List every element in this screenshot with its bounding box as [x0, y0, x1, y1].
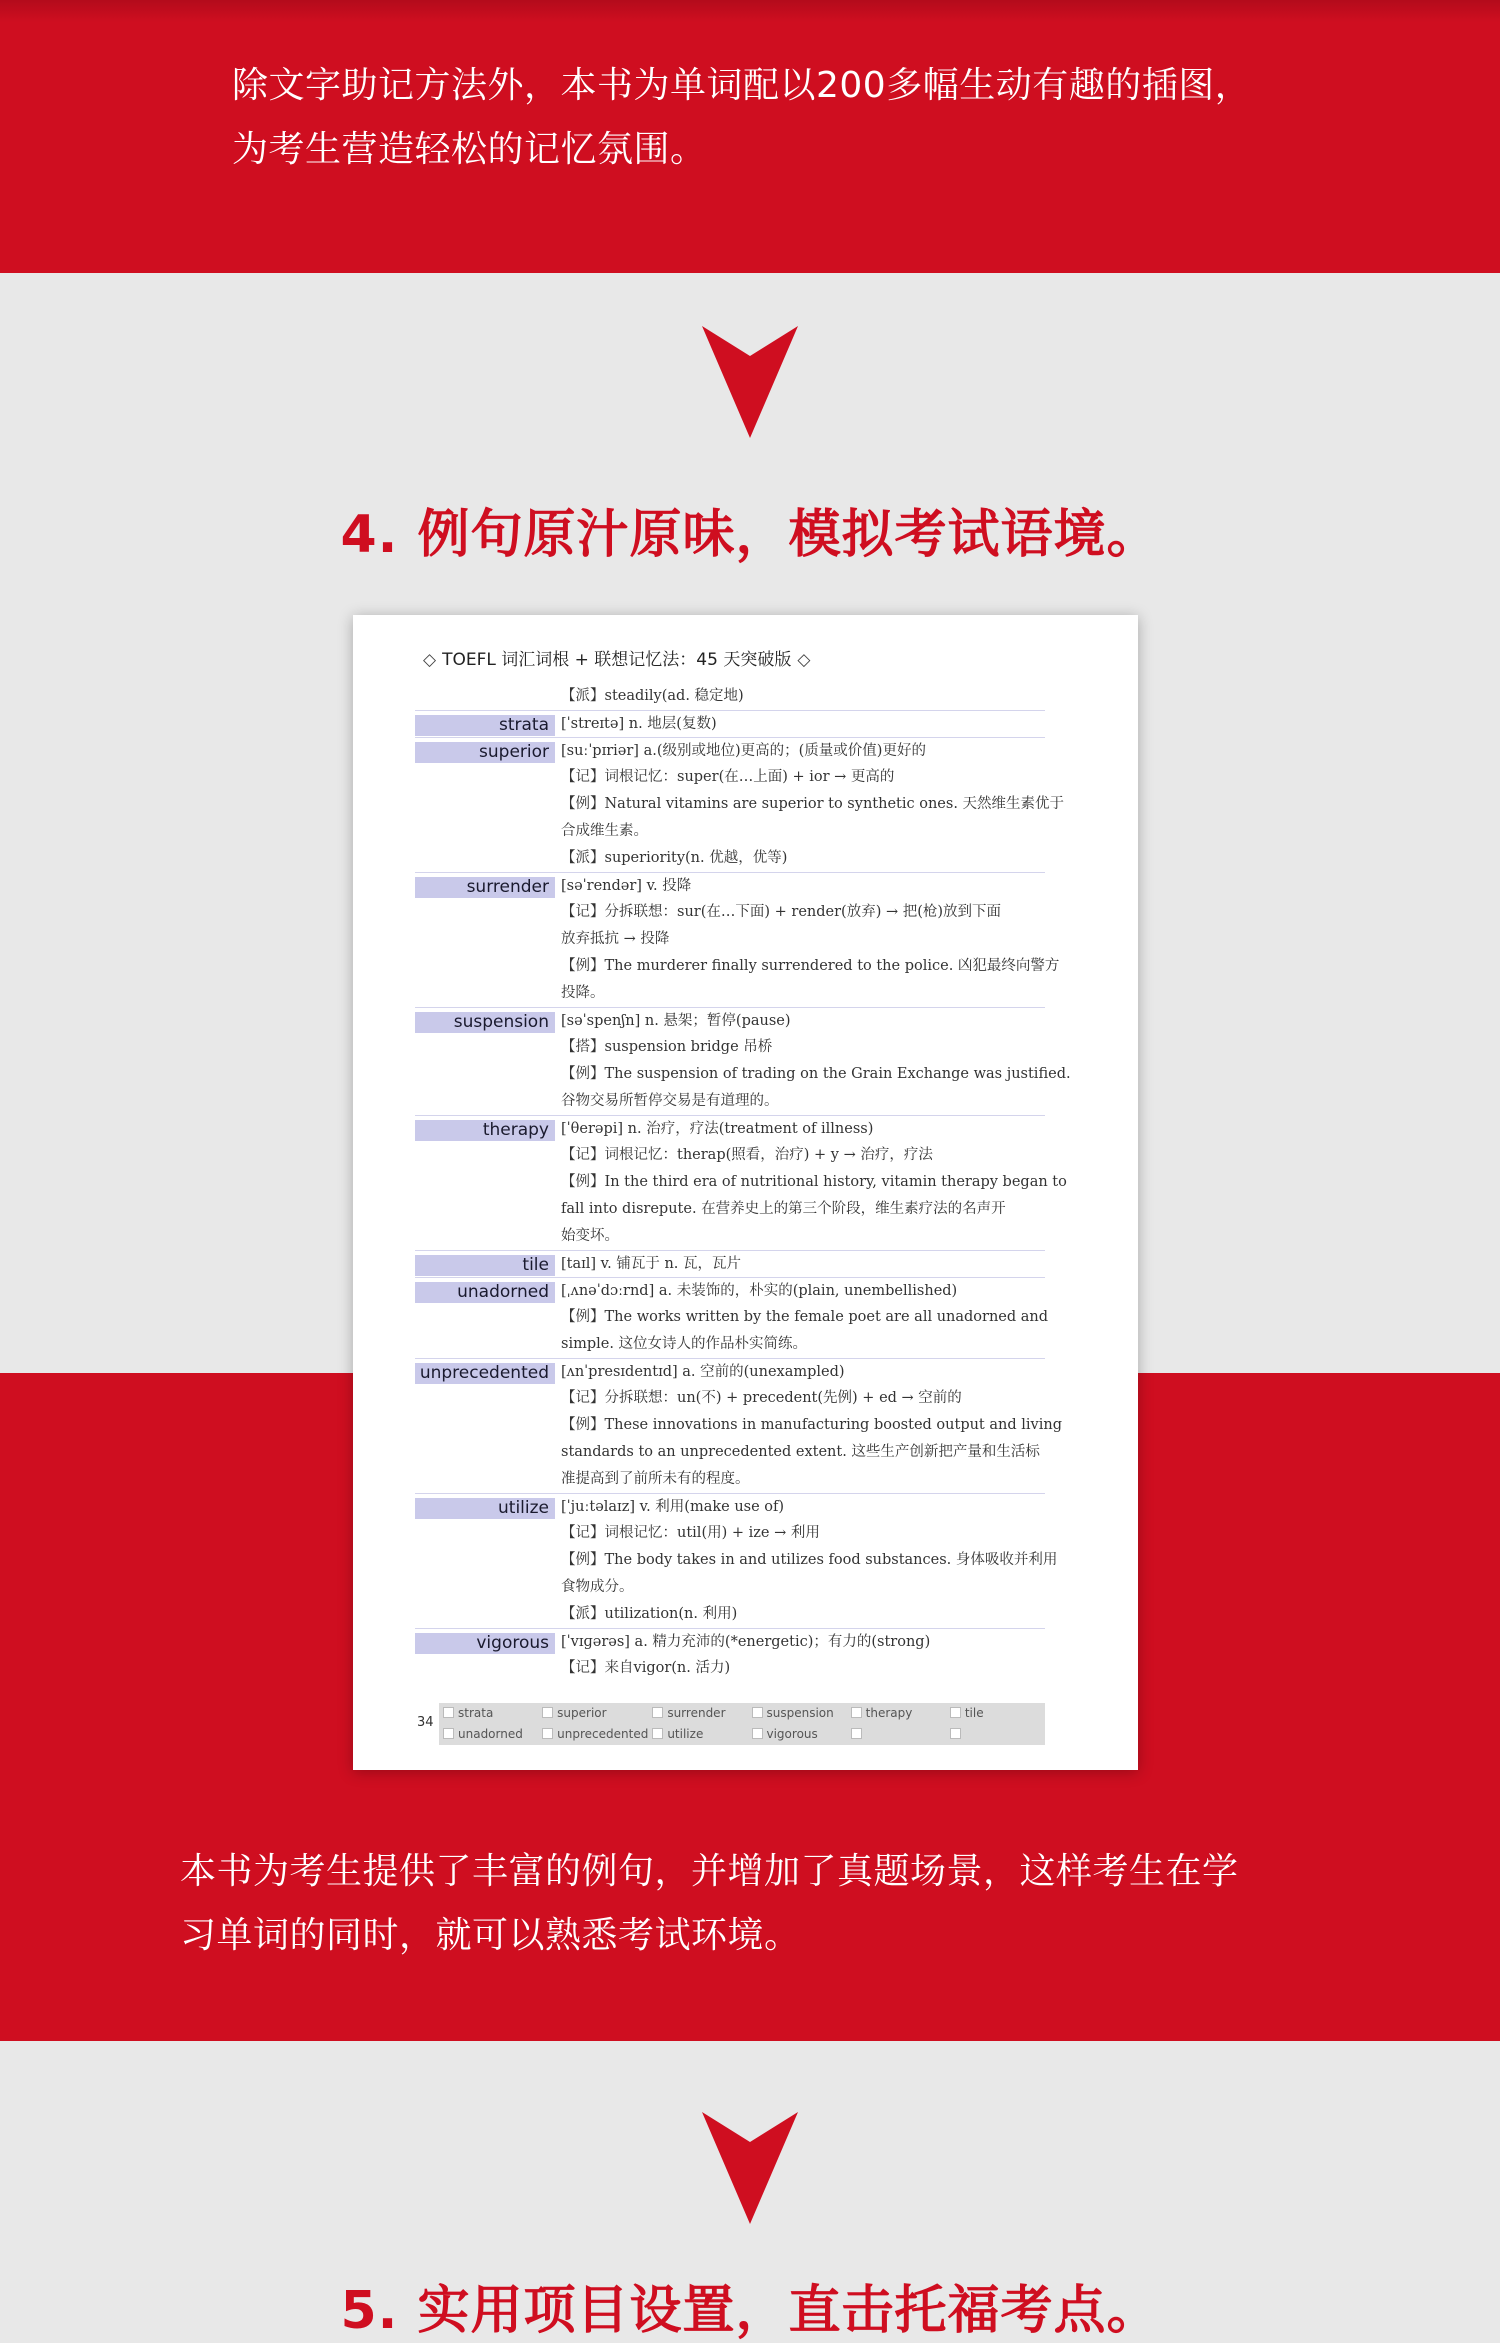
down-arrow-icon [702, 326, 798, 438]
review-word: unadorned [439, 1724, 538, 1745]
entry-text: 【例】In the third era of nutritional history, vitamin therapy began to [561, 1174, 1067, 1190]
entry-line [415, 1061, 1071, 1088]
headword: vigorous [415, 1633, 555, 1654]
entry-headline [415, 1250, 1045, 1277]
entry-headline [415, 1493, 1045, 1520]
entry-line [415, 791, 1065, 818]
entry-text: 【派】utilization(n. 利用) [561, 1606, 738, 1622]
review-word: therapy [847, 1703, 946, 1724]
entry-headline [415, 737, 1045, 764]
entry-text: 【派】superiority(n. 优越，优等) [561, 850, 788, 866]
entry-line [415, 818, 1045, 845]
entry-text: [səˈrendər] v. 投降 [561, 878, 692, 894]
entry-headline [415, 710, 1045, 737]
review-word: suspension [748, 1703, 847, 1724]
entry-text: [suːˈpɪriər] a.(级别或地位)更高的；(质量或价值)更好的 [561, 743, 926, 759]
review-word: utilize [648, 1724, 747, 1745]
entry-line [415, 1574, 1045, 1601]
headword: therapy [415, 1120, 555, 1141]
intro-top-line-2: 为考生营造轻松的记忆氛围。 [232, 129, 707, 170]
headword: unprecedented [415, 1363, 555, 1384]
entry-text: 【搭】suspension bridge 吊桥 [561, 1039, 773, 1055]
entry-headline [415, 1115, 1045, 1142]
entry-text: 【例】The body takes in and utilizes food substances. 身体吸收并利用 [561, 1552, 1058, 1568]
entry-line [415, 1196, 1045, 1223]
review-word-grid [439, 1703, 1045, 1745]
entry-line [415, 683, 1045, 710]
page-number: 34 [417, 1715, 434, 1730]
entry-text: [taɪl] v. 铺瓦于 n. 瓦，瓦片 [561, 1256, 742, 1272]
entry-text: 【例】These innovations in manufacturing boosted output and living [561, 1417, 1062, 1433]
entry-text: 【记】分拆联想：un(不) + precedent(先例) + ed → 空前的 [561, 1390, 962, 1406]
entry-headline [415, 872, 1045, 899]
headword: surrender [415, 877, 555, 898]
intro-text-mid [180, 1840, 1360, 1968]
headword: strata [415, 715, 555, 736]
entry-line [415, 980, 1045, 1007]
entry-text: [səˈspenʃn] n. 悬架；暂停(pause) [561, 1013, 791, 1029]
entry-headline [415, 1007, 1045, 1034]
entry-text: [ʌnˈpresɪdentɪd] a. 空前的(unexampled) [561, 1364, 845, 1380]
entry-headline [415, 1358, 1045, 1385]
entry-text: 始变坏。 [561, 1228, 619, 1244]
top-red-band [0, 0, 1500, 273]
entry-headline [415, 1628, 1045, 1655]
entry-text: 【派】steadily(ad. 稳定地) [561, 688, 744, 704]
review-word: strata [439, 1703, 538, 1724]
entry-line [415, 1304, 1049, 1331]
entry-text: 合成维生素。 [561, 823, 648, 839]
headword: utilize [415, 1498, 555, 1519]
page-header [417, 645, 816, 670]
entry-text: 【例】Natural vitamins are superior to synthetic ones. 天然维生素优于 [561, 796, 1065, 812]
headword: superior [415, 742, 555, 763]
entry-line [415, 1601, 1045, 1628]
headword: tile [415, 1255, 555, 1276]
entry-line [415, 1439, 1045, 1466]
entry-line [415, 1331, 1045, 1358]
entry-text: 【例】The works written by the female poet are all unadorned and [561, 1309, 1049, 1325]
book-page-sample [353, 615, 1138, 1770]
entry-text: 【记】词根记忆：therap(照看，治疗) + y → 治疗，疗法 [561, 1147, 933, 1163]
headword: unadorned [415, 1282, 555, 1303]
intro-mid-line-1: 本书为考生提供了丰富的例句，并增加了真题场景，这样考生在学 [180, 1851, 1239, 1892]
entry-text: [ˌʌnəˈdɔːrnd] a. 未装饰的，朴实的(plain, unembellished) [561, 1283, 958, 1299]
entry-line [415, 845, 1045, 872]
entry-line [415, 764, 1045, 791]
entry-text: [ˈθerəpi] n. 治疗，疗法(treatment of illness) [561, 1121, 874, 1137]
entry-line [415, 1169, 1067, 1196]
entry-text: 【记】分拆联想：sur(在…下面) + render(放弃) → 把(枪)放到下面 [561, 904, 1002, 920]
intro-text-top [232, 54, 1372, 182]
review-strip [417, 1703, 1045, 1745]
entry-text: 放弃抵抗 → 投降 [561, 931, 670, 947]
down-arrow-icon [702, 2112, 798, 2224]
entry-text: 准提高到了前所未有的程度。 [561, 1471, 750, 1487]
diamond-icon: ◇ [423, 650, 437, 670]
page-header-title: TOEFL 词汇词根 + 联想记忆法：45 天突破版 [442, 650, 792, 670]
section-5-title: 5. 实用项目设置，直击托福考点。 [340, 2281, 1160, 2341]
entry-line [415, 1412, 1062, 1439]
intro-mid-line-2: 习单词的同时，就可以熟悉考试环境。 [180, 1915, 801, 1956]
entry-text: standards to an unprecedented extent. 这些生产创新把产量和生活标 [561, 1444, 1040, 1460]
entry-text: 谷物交易所暂停交易是有道理的。 [561, 1093, 779, 1109]
section-4-title: 4. 例句原汁原味，模拟考试语境。 [340, 505, 1160, 565]
review-word [946, 1724, 1045, 1745]
entry-line [415, 1034, 1045, 1061]
review-word: superior [538, 1703, 648, 1724]
intro-top-line-1: 除文字助记方法外，本书为单词配以200多幅生动有趣的插图， [232, 65, 1252, 106]
entry-text: 【记】词根记忆：super(在…上面) + ior → 更高的 [561, 769, 895, 785]
entry-headline [415, 1277, 1045, 1304]
entry-line [415, 1547, 1058, 1574]
entry-text: [ˈstreɪtə] n. 地层(复数) [561, 716, 717, 732]
entry-line [415, 1466, 1045, 1493]
entry-line [415, 1088, 1045, 1115]
entry-line [415, 926, 1045, 953]
entry-line [415, 899, 1045, 926]
entry-line [415, 1655, 1045, 1682]
entry-line [415, 1520, 1045, 1547]
entry-text: 投降。 [561, 985, 605, 1001]
entry-text: fall into disrepute. 在营养史上的第三个阶段，维生素疗法的名声开 [561, 1201, 1006, 1217]
entry-text: [ˈjuːtəlaɪz] v. 利用(make use of) [561, 1499, 785, 1515]
entry-text: [ˈvɪɡərəs] a. 精力充沛的(*energetic)；有力的(strong) [561, 1634, 931, 1650]
entry-line [415, 1385, 1045, 1412]
entry-text: 食物成分。 [561, 1579, 634, 1595]
review-word: unprecedented [538, 1724, 648, 1745]
entry-line [415, 1142, 1045, 1169]
entry-text: 【记】词根记忆：util(用) + ize → 利用 [561, 1525, 820, 1541]
entry-text: 【记】来自vigor(n. 活力) [561, 1660, 731, 1676]
entry-text: simple. 这位女诗人的作品朴实简练。 [561, 1336, 808, 1352]
review-word [847, 1724, 946, 1745]
entry-text: 【例】The suspension of trading on the Grain Exchange was justified. [561, 1066, 1071, 1082]
entry-line [415, 1223, 1045, 1250]
diamond-icon: ◇ [797, 650, 811, 670]
entry-text: 【例】The murderer finally surrendered to the police. 凶犯最终向警方 [561, 958, 1060, 974]
review-word: tile [946, 1703, 1045, 1724]
entry-line [415, 953, 1060, 980]
headword: suspension [415, 1012, 555, 1033]
review-word: vigorous [748, 1724, 847, 1745]
dictionary-entries [415, 683, 1071, 1682]
review-word: surrender [648, 1703, 747, 1724]
